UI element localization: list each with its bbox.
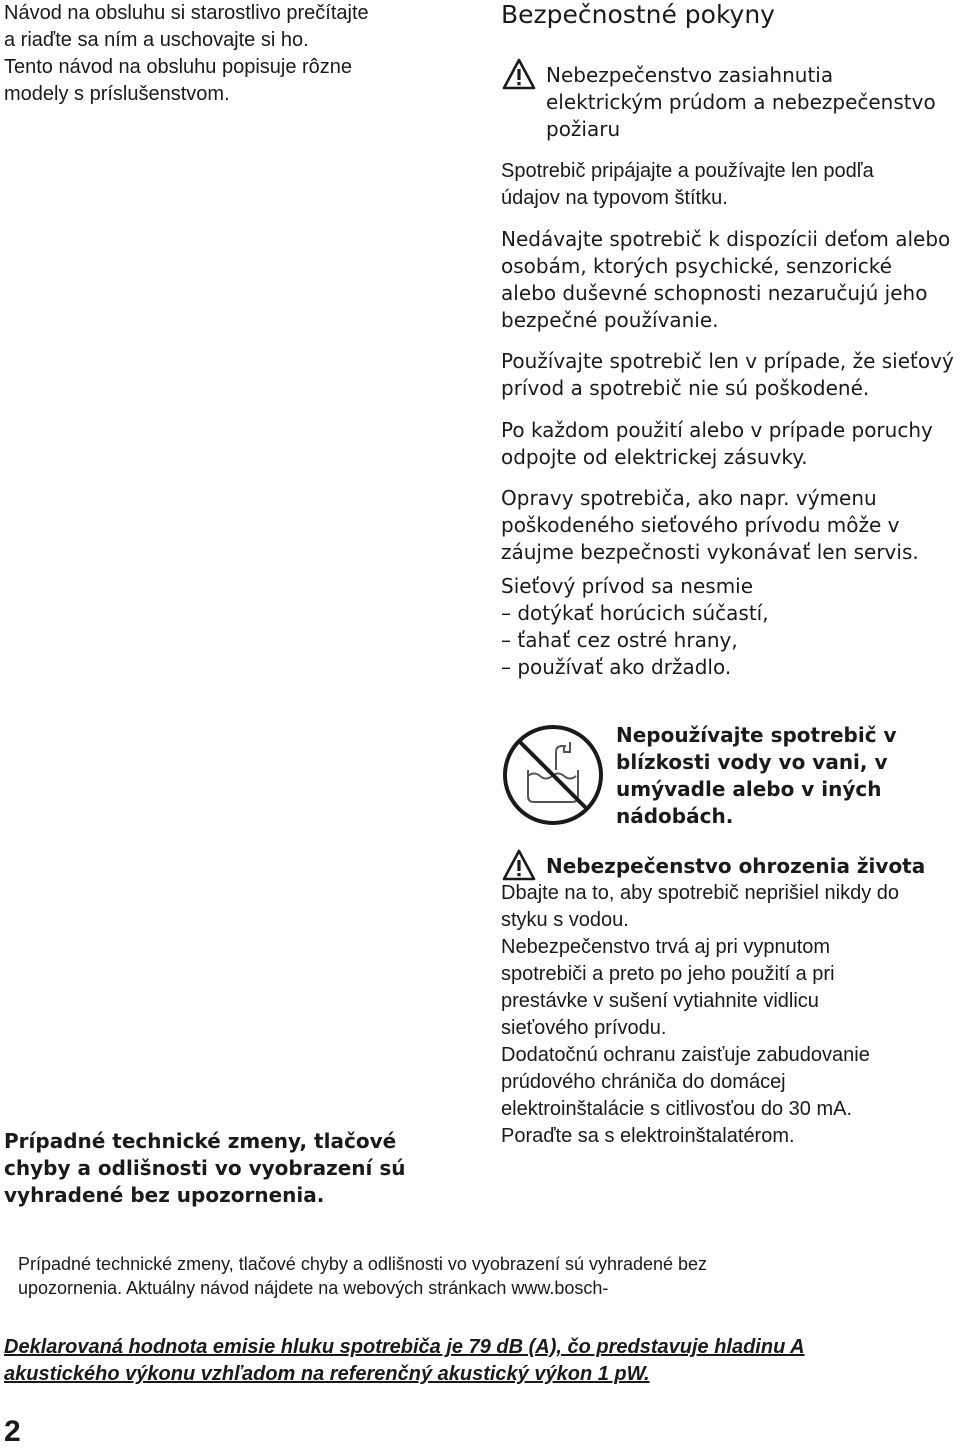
paragraph-line: Nedávajte spotrebič k dispozícii deťom alebo	[501, 227, 951, 251]
paragraph-line: – dotýkať horúcich súčastí,	[501, 601, 769, 625]
intro-line: Návod na obsluhu si starostlivo prečítajte	[4, 2, 369, 24]
life-warning-body	[501, 880, 956, 1150]
life-warning-line: Dbajte na to, aby spotrebič neprišiel nikdy do	[501, 882, 900, 904]
safety-heading: Bezpečnostné pokyny	[501, 0, 775, 29]
paragraph-line: Po každom použití alebo v prípade poruchy	[501, 418, 933, 442]
changes-line: chyby a odlišnosti vo vyobrazení sú	[4, 1156, 406, 1180]
paragraph-line: Sieťový prívod sa nesmie	[501, 574, 754, 598]
paragraph-line: Spotrebič pripájajte a používajte len podľa	[501, 160, 874, 182]
paragraph-line: záujme bezpečnosti vykonávať len servis.	[501, 540, 919, 564]
safety-paragraph-repairs	[501, 485, 956, 566]
water-warning-text	[616, 722, 897, 830]
shock-warning-title	[546, 62, 936, 143]
paragraph-line: bezpečné používanie.	[501, 308, 719, 332]
intro-line: modely s príslušenstvom.	[4, 83, 230, 105]
footer-note	[18, 1252, 707, 1300]
paragraph-line: Opravy spotrebiča, ako napr. výmenu	[501, 486, 877, 510]
footer-note-line: upozornenia. Aktuálny návod nájdete na webových stránkach www.bosch-	[18, 1278, 609, 1298]
warning-triangle-icon	[502, 58, 536, 90]
life-warning-line: spotrebiči a preto po jeho použití a pri	[501, 963, 835, 985]
paragraph-line: odpojte od elektrickej zásuvky.	[501, 445, 808, 469]
life-warning-title: Nebezpečenstvo ohrozenia života	[546, 854, 926, 878]
life-warning-line: prúdového chrániča do domácej	[501, 1071, 786, 1093]
paragraph-line: alebo duševné schopnosti nezaručujú jeho	[501, 281, 928, 305]
life-warning-line: prestávke v sušení vytiahnite vidlicu	[501, 990, 819, 1012]
noise-line: Deklarovaná hodnota emisie hluku spotrebiča je 79 dB (A), čo predstavuje hladinu A	[4, 1336, 805, 1358]
life-warning-line: Dodatočnú ochranu zaisťuje zabudovanie	[501, 1044, 870, 1066]
safety-paragraph-cord	[501, 573, 956, 681]
footer-note-line: Prípadné technické zmeny, tlačové chyby a odlišnosti vo vyobrazení sú vyhradené bez	[18, 1254, 708, 1274]
paragraph-line: Používajte spotrebič len v prípade, že sieťový	[501, 349, 954, 373]
paragraph-line: – používať ako držadlo.	[501, 655, 732, 679]
safety-paragraph-unplug	[501, 417, 956, 471]
life-warning-line: styku s vodou.	[501, 909, 629, 931]
shock-warning-line: Nebezpečenstvo zasiahnutia	[546, 63, 834, 87]
life-warning-line: elektroinštalácie s citlivosťou do 30 mA.	[501, 1098, 852, 1120]
page-number: 2	[4, 1415, 21, 1448]
paragraph-line: osobám, ktorých psychické, senzorické	[501, 254, 892, 278]
paragraph-line: – ťahať cez ostré hrany,	[501, 628, 738, 652]
safety-paragraph-children	[501, 226, 956, 334]
shock-warning-line: elektrickým prúdom a nebezpečenstvo	[546, 90, 936, 114]
changes-line: Prípadné technické zmeny, tlačové	[4, 1129, 397, 1153]
water-warning-line: nádobách.	[616, 804, 734, 828]
paragraph-line: údajov na typovom štítku.	[501, 187, 728, 209]
life-warning-line: Poraďte sa s elektroinštalatérom.	[501, 1125, 795, 1147]
no-bathtub-icon	[500, 722, 606, 828]
warning-triangle-icon	[502, 849, 536, 881]
life-warning-line: Nebezpečenstvo trvá aj pri vypnutom	[501, 936, 831, 958]
intro-line: Tento návod na obsluhu popisuje rôzne	[4, 56, 353, 78]
water-warning-line: umývadle alebo v iných	[616, 777, 882, 801]
life-warning-line: sieťového prívodu.	[501, 1017, 667, 1039]
safety-paragraph-damage	[501, 348, 956, 402]
water-warning-line: Nepoužívajte spotrebič v	[616, 723, 897, 747]
water-warning-line: blízkosti vody vo vani, v	[616, 750, 888, 774]
noise-line: akustického výkonu vzhľadom na referenčný akustický výkon 1 pW.	[4, 1363, 650, 1385]
changes-line: vyhradené bez upozornenia.	[4, 1183, 325, 1207]
noise-declaration	[4, 1334, 805, 1388]
intro-line: a riaďte sa ním a uschovajte si ho.	[4, 29, 309, 51]
safety-paragraph-rating-plate	[501, 158, 956, 212]
paragraph-line: prívod a spotrebič nie sú poškodené.	[501, 376, 870, 400]
changes-notice	[4, 1128, 405, 1209]
paragraph-line: poškodeného sieťového prívodu môže v	[501, 513, 900, 537]
intro-text	[4, 0, 474, 108]
shock-warning-line: požiaru	[546, 117, 621, 141]
